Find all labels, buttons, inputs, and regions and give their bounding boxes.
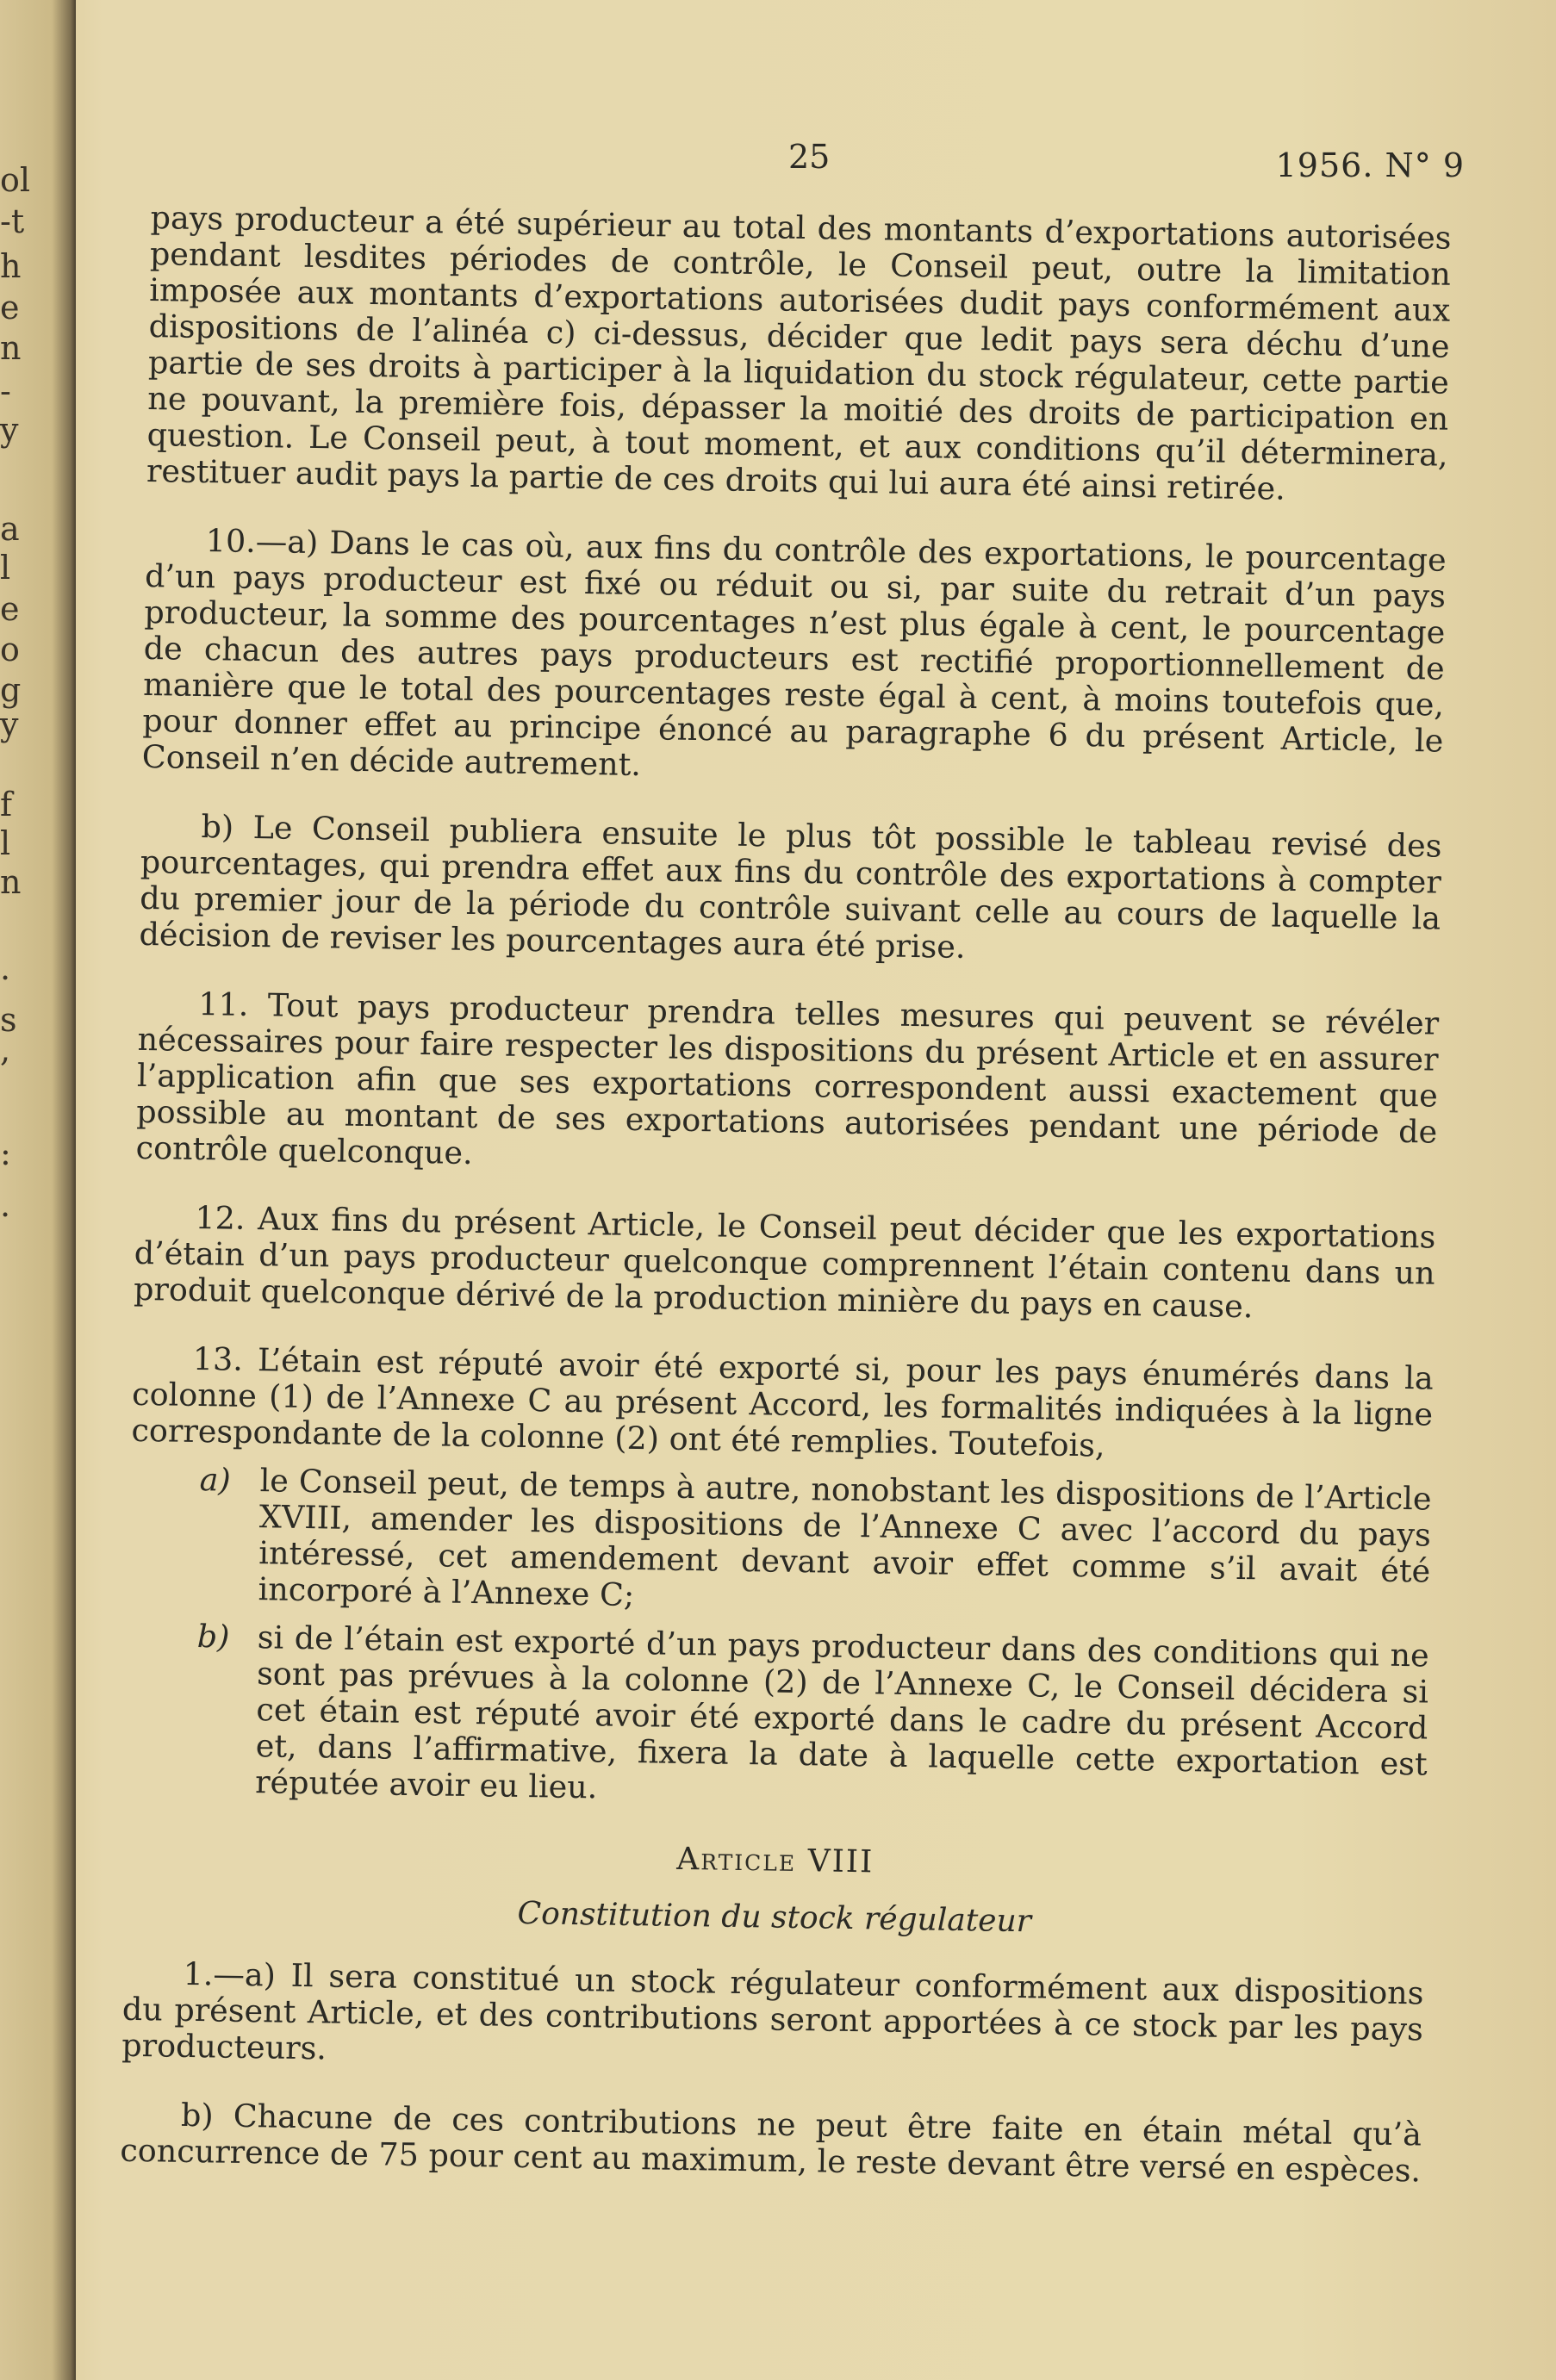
gutter-letter: h <box>0 247 22 285</box>
body-text <box>119 200 1451 2222</box>
paragraph-11: 11. Tout pays producteur prendra telles mesures qui peuvent se révéler nécessaires pour faire respecter les dispositions du présent Article et en assurer l’application afin que ses exportations correspondent aussi exactement que possible au montant de ses exportations autorisées pendant une période de contrôle quelconque. <box>135 985 1440 1172</box>
gutter-letter: y <box>0 705 19 743</box>
page-header <box>138 138 1465 190</box>
gutter-letter: - <box>0 372 11 410</box>
gutter-letter: n <box>0 863 22 901</box>
article-paragraph-1a: 1.—a) Il sera constitué un stock régulateur conformément aux dispositions du présent Article, et des contributions seront apportées à ce stock par les pays producteurs. <box>121 1954 1424 2067</box>
gutter-letter: , <box>0 1031 11 1069</box>
gutter-letter: a <box>0 510 20 548</box>
gutter-letter: y <box>0 411 19 449</box>
gutter-letter: n <box>0 329 22 367</box>
gutter-letter: o <box>0 631 20 668</box>
gutter-letter: -t <box>0 202 25 240</box>
item-text: le Conseil peut, de temps à autre, nonobstant les dispositions de l’Article XVIII, amender les dispositions de l’Annexe C avec l’accord du pays intéressé, cet amendement devant avoir effet comme s’il avait été incorporé à l’Annexe C; <box>258 1462 1432 1614</box>
paragraph-12: 12. Aux fins du présent Article, le Conseil peut décider que les exportations d’étain d’un pays producteur quelconque comprennent l’étain contenu dans un produit quelconque dérivé de la production minière du pays en cause. <box>133 1198 1436 1326</box>
paragraph-13a <box>128 1461 1431 1626</box>
article-heading: Article VIII <box>675 1841 874 1880</box>
gutter-letter: . <box>0 1186 11 1224</box>
article-subtitle: Constitution du stock régulateur <box>517 1895 1032 1940</box>
gutter-letter: g <box>0 671 22 709</box>
gutter-letter: e <box>0 590 20 628</box>
gutter-letter: e <box>0 289 20 326</box>
gutter-letter: l <box>0 549 11 587</box>
gutter-letter: f <box>0 786 13 823</box>
article-paragraph-1b: b) Chacune de ces contributions ne peut être faite en étain métal qu’à concurrence de 75 pour cent au maximum, le reste devant être versé en espèces. <box>120 2096 1422 2190</box>
item-label: b) <box>196 1618 230 1656</box>
paragraph-13: 13. L’étain est réputé avoir été exporté si, pour les pays énumérés dans la colonne (1) de l’Annexe C au présent Accord, les formalités indiquées à la ligne correspondante de la colonne (2) ont été remplies. Toutefois, <box>131 1339 1435 1464</box>
gutter-letter: : <box>0 1134 11 1172</box>
item-text: si de l’étain est exporté d’un pays producteur dans des conditions qui ne sont pas prévues à la colonne (2) de l’Annexe C, le Conseil décidera si cet étain est réputé avoir été exporté dans le cadre du présent Accord et, dans l’affirmative, fixera la date à laquelle cette exportation est réputée avoir eu lieu. <box>254 1619 1429 1806</box>
paragraph-continuation: pays producteur a été supérieur au total des montants d’exportations autorisées pendant lesdites périodes de contrôle, le Conseil peut, outre la limitation imposée aux montants d’exportations autorisées dudit pays conformément aux dispositions de l’alinéa c) ci-dessus, décider que ledit pays sera déchu d’une partie de ses droits à participer à la liquidation du stock régulateur, cette partie ne pouvant, la première fois, dépasser la moitié des droits de participation en question. Le Conseil peut, à tout moment, et aux conditions qu’il déterminera, restituer audit pays la partie de ces droits qui lui aura été ainsi retirée. <box>146 199 1452 507</box>
gutter-letter: l <box>0 824 11 862</box>
paragraph-10a: 10.—a) Dans le cas où, aux fins du contrôle des exportations, le pourcentage d’un pays producteur est fixé ou réduit ou si, par suite du retrait d’un pays producteur, la somme des pourcentages n’est plus égale à cent, le pourcentage de chacun des autres pays producteurs est rectifié proportionnellement de manière que le total des pourcentages reste égal à cent, à moins toutefois que, pour donner effet au principe énoncé au paragraphe 6 du présent Article, le Conseil n’en décide autrement. <box>141 522 1447 784</box>
gutter-letter: ol <box>0 161 31 199</box>
paragraph-10b: b) Le Conseil publiera ensuite le plus tôt possible le tableau revisé des pourcentages, qui prendra effet aux fins du contrôle des exportations à compter du premier jour de la période du contrôle suivant celle au cours de laquelle la décision de reviser les pourcentages aura été prise. <box>139 808 1442 966</box>
item-label: a) <box>199 1461 232 1499</box>
gutter-letter: . <box>0 949 11 987</box>
page-number: 25 <box>788 138 831 176</box>
paragraph-13b <box>126 1618 1429 1819</box>
facing-page-gutter <box>0 0 76 2380</box>
gutter-letter: s <box>0 1001 17 1039</box>
document-reference: 1956. N° 9 <box>1275 146 1465 184</box>
